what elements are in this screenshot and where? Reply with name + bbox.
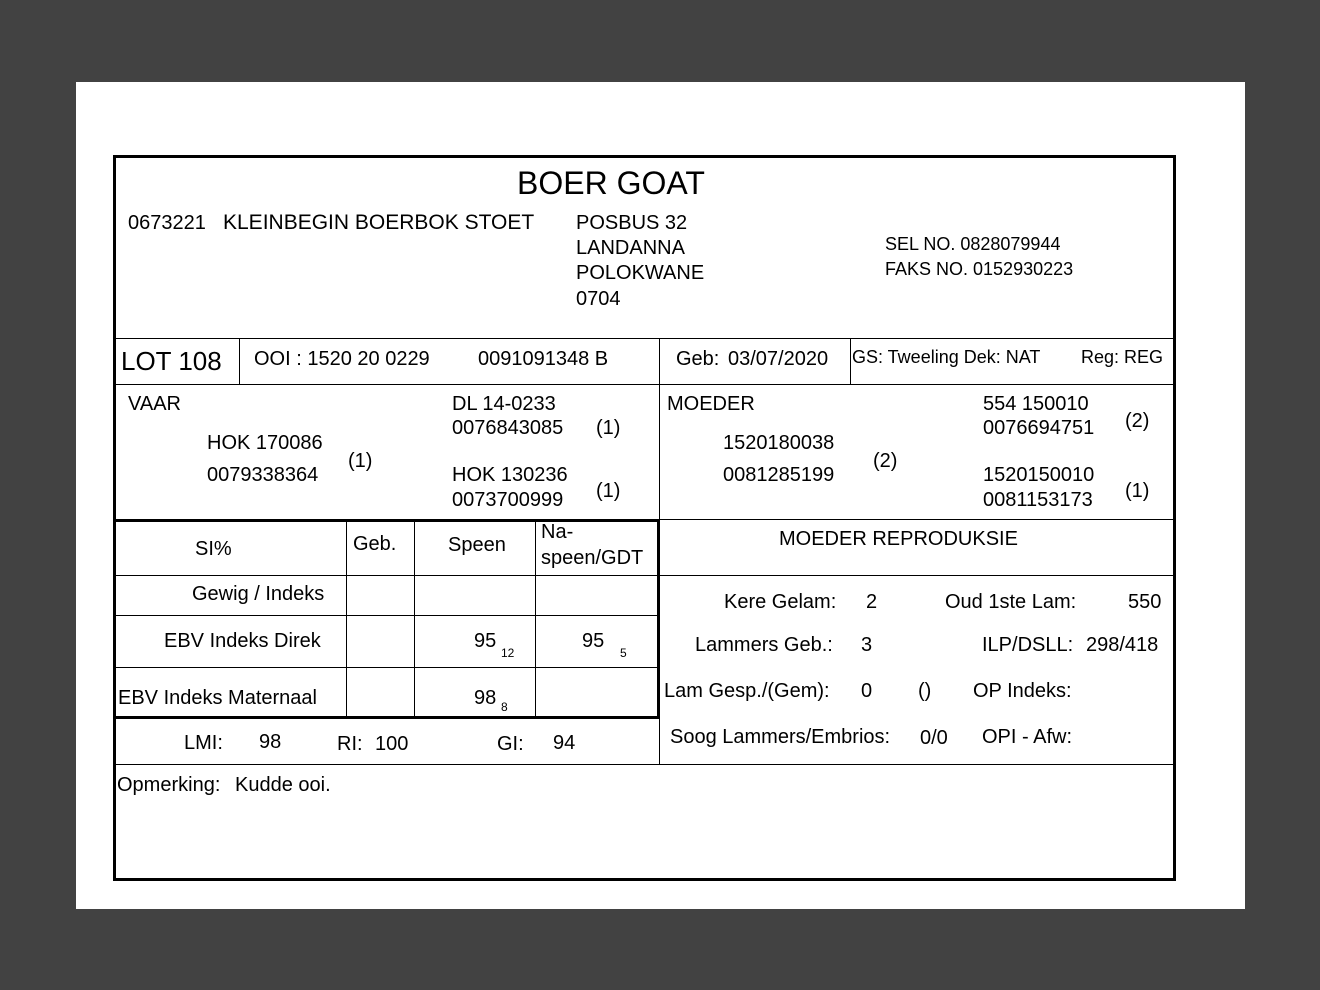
dam-name: 1520180038 xyxy=(723,432,835,454)
gs-info: GS: Tweeling Dek: NAT xyxy=(852,347,1041,367)
ri-label: RI: xyxy=(337,733,363,755)
dam-dam-count: (1) xyxy=(1125,480,1150,502)
remark-label: Opmerking: xyxy=(117,774,221,796)
sire-sire-id: 0076843085 xyxy=(452,417,564,439)
si-header: SI% xyxy=(195,538,232,560)
remark-text: Kudde ooi. xyxy=(235,774,331,796)
fax-number: FAKS NO. 0152930223 xyxy=(885,259,1074,279)
sire-dam-count: (1) xyxy=(596,480,621,502)
address-line-4: 0704 xyxy=(576,288,621,310)
ebv-direk-speen: 95 xyxy=(474,630,497,652)
sire-name: HOK 170086 xyxy=(207,432,323,454)
dam-sire-count: (2) xyxy=(1125,410,1150,432)
ebv-mat-speen: 98 xyxy=(474,687,497,709)
gi-label: GI: xyxy=(497,733,524,755)
ri-value: 100 xyxy=(375,733,409,755)
dam-sire-name: 554 150010 xyxy=(983,393,1089,415)
dam-id: 0081285199 xyxy=(723,464,835,486)
ebv-direk-naspeen-acc: 5 xyxy=(620,646,627,660)
lammers-label: Lammers Geb.: xyxy=(695,634,833,656)
gewig-label: Gewig / Indeks xyxy=(192,583,325,605)
breeder-name: KLEINBEGIN BOERBOK STOET xyxy=(223,211,535,234)
card-title: BOER GOAT xyxy=(517,165,705,201)
dam-dam-name: 1520150010 xyxy=(983,464,1095,486)
ebv-direk-naspeen: 95 xyxy=(582,630,605,652)
animal-id: 0091091348 B xyxy=(478,348,609,370)
ebv-mat-label: EBV Indeks Maternaal xyxy=(118,687,317,709)
oud-value: 550 xyxy=(1128,591,1162,613)
naspeen-header-1: Na- xyxy=(541,521,574,543)
sire-dam-id: 0073700999 xyxy=(452,489,564,511)
sire-dam-name: HOK 130236 xyxy=(452,464,568,486)
naspeen-header-2: speen/GDT xyxy=(541,547,644,569)
soog-value: 0/0 xyxy=(920,727,948,749)
kere-value: 2 xyxy=(866,591,878,613)
address-line-2: LANDANNA xyxy=(576,237,685,259)
gesp-label: Lam Gesp./(Gem): xyxy=(664,680,830,702)
phone-number: SEL NO. 0828079944 xyxy=(885,234,1061,254)
sire-sire-count: (1) xyxy=(596,417,621,439)
sire-sire-name: DL 14-0233 xyxy=(452,393,556,415)
geb-header: Geb. xyxy=(353,533,397,555)
ilp-value: 298/418 xyxy=(1086,634,1159,656)
birth-date: 03/07/2020 xyxy=(728,348,829,370)
ebv-direk-speen-acc: 12 xyxy=(501,646,515,660)
gesp-value: 0 xyxy=(861,680,873,702)
dam-dam-id: 0081153173 xyxy=(983,489,1093,511)
sire-label: VAAR xyxy=(128,393,181,415)
breeder-code: 0673221 xyxy=(128,212,206,234)
lot-number: LOT 108 xyxy=(121,346,222,376)
soog-label: Soog Lammers/Embrios: xyxy=(670,726,891,748)
birth-label: Geb: xyxy=(676,348,720,370)
address-line-3: POLOKWANE xyxy=(576,262,705,284)
lammers-value: 3 xyxy=(861,634,873,656)
address-line-1: POSBUS 32 xyxy=(576,212,688,234)
gi-value: 94 xyxy=(553,732,576,754)
registration: Reg: REG xyxy=(1081,347,1164,367)
ebv-mat-speen-acc: 8 xyxy=(501,700,508,714)
lmi-value: 98 xyxy=(259,731,282,753)
dam-count: (2) xyxy=(873,450,898,472)
dam-sire-id: 0076694751 xyxy=(983,417,1095,439)
ilp-label: ILP/DSLL: xyxy=(982,634,1074,656)
oud-label: Oud 1ste Lam: xyxy=(945,591,1077,613)
speen-header: Speen xyxy=(448,534,506,556)
animal-number: OOI : 1520 20 0229 xyxy=(254,348,430,370)
sire-count: (1) xyxy=(348,450,373,472)
lmi-label: LMI: xyxy=(184,732,223,754)
kere-label: Kere Gelam: xyxy=(724,591,837,613)
ebv-direk-label: EBV Indeks Direk xyxy=(164,630,321,652)
opi-label: OPI - Afw: xyxy=(982,726,1073,748)
sire-id: 0079338364 xyxy=(207,464,319,486)
op-label: OP Indeks: xyxy=(973,680,1072,702)
repro-title: MOEDER REPRODUKSIE xyxy=(779,528,1018,550)
gesp-avg: () xyxy=(918,680,932,702)
dam-label: MOEDER xyxy=(667,393,755,415)
